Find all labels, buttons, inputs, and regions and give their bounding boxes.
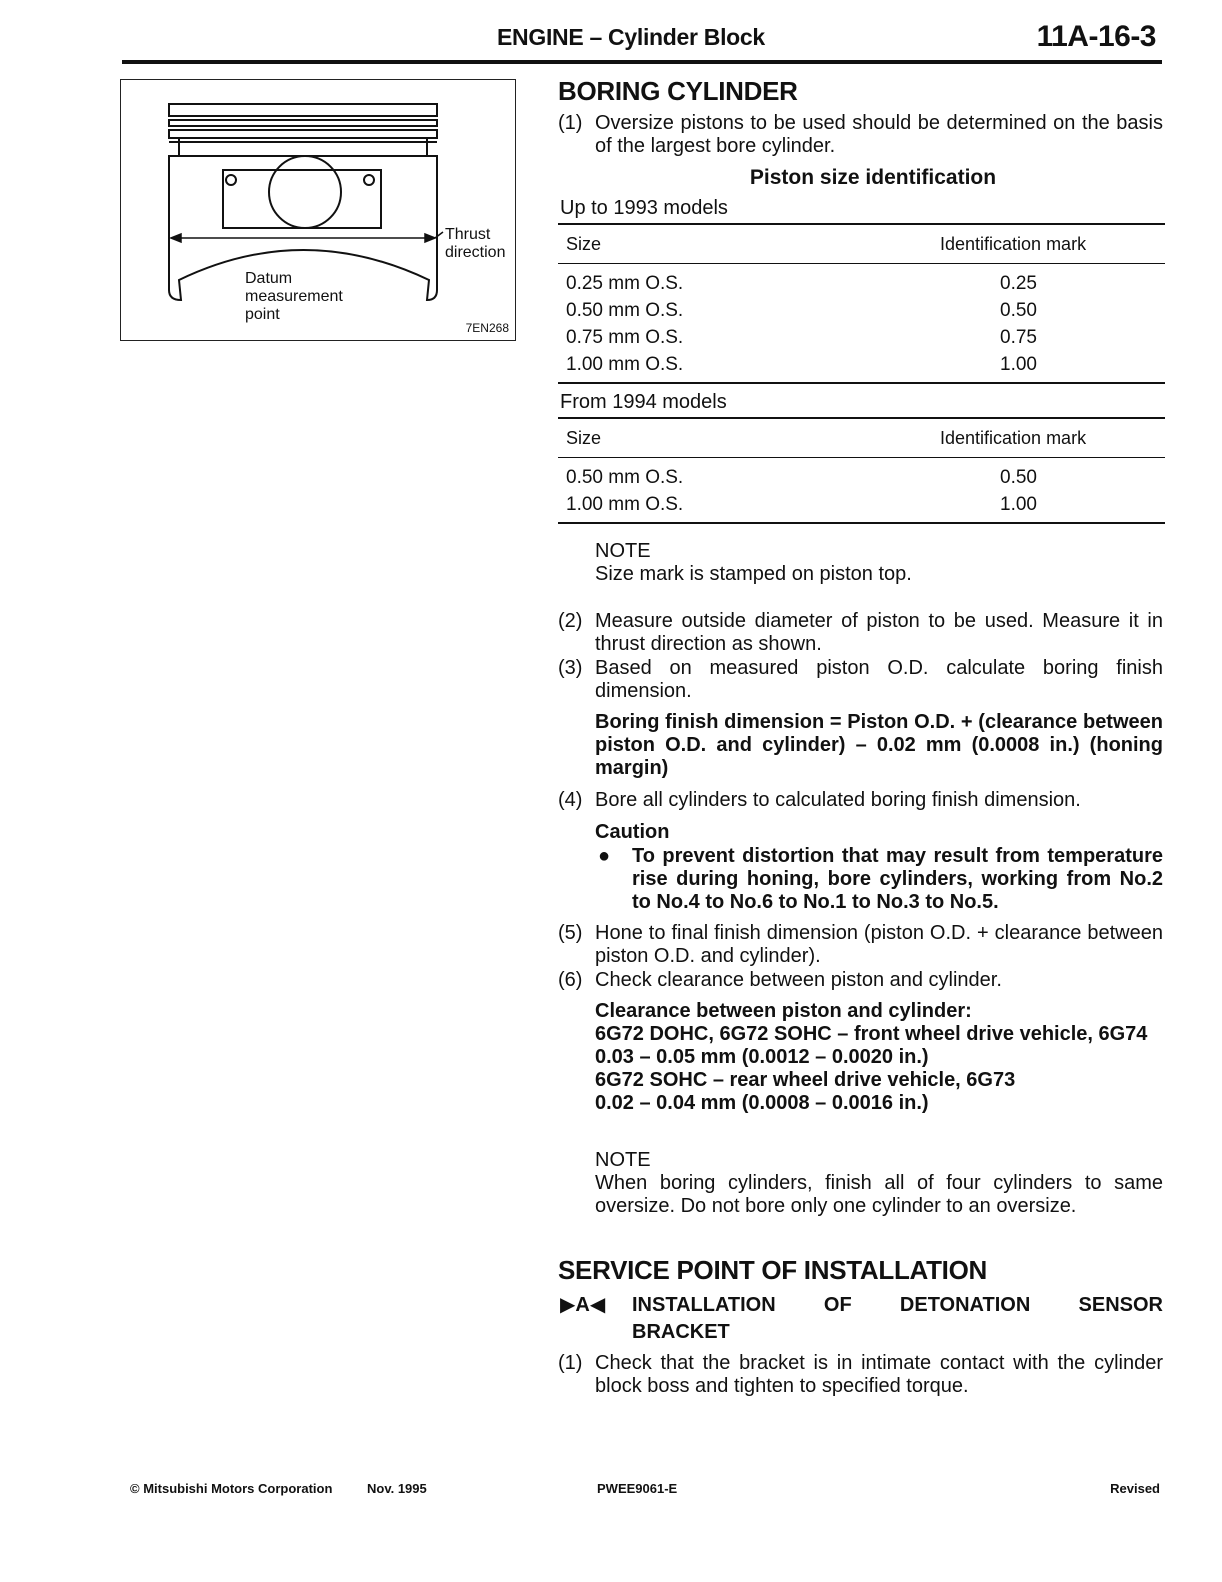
col-size: Size <box>566 233 602 254</box>
step-number: (3) <box>558 657 583 679</box>
table-header <box>558 419 1165 458</box>
step-text: Check clearance between piston and cylinder. <box>595 969 1002 991</box>
step-6 <box>558 969 1163 992</box>
step-text: Check that the bracket is in intimate contact with the cylinder block boss and tighten to specified torque. <box>595 1352 1163 1397</box>
step-4 <box>558 789 1163 812</box>
note-1 <box>595 540 1163 586</box>
header-title: ENGINE – Cylinder Block <box>497 24 765 50</box>
note-text: Size mark is stamped on piston top. <box>595 563 912 585</box>
step-text: Measure outside diameter of piston to be used. Measure it in thrust direction as shown. <box>595 610 1163 655</box>
footer-copyright: © Mitsubishi Motors Corporation <box>130 1481 333 1496</box>
step-number: (1) <box>558 112 583 134</box>
step-number: (5) <box>558 922 583 944</box>
cell-size: 0.50 mm O.S. <box>566 299 684 321</box>
caution-label: Caution <box>595 821 670 843</box>
installation-subtitle: INSTALLATION OF DETONATION SENSOR BRACKET <box>632 1294 1163 1343</box>
piston-table-1994 <box>558 417 1165 524</box>
table2-subtitle: From 1994 models <box>560 391 727 413</box>
cell-size: 0.75 mm O.S. <box>566 326 684 348</box>
col-mark: Identification mark <box>940 233 1087 254</box>
page-number: 11A-16-3 <box>1036 20 1156 53</box>
step-3 <box>558 657 1163 703</box>
spec-line: 6G72 SOHC – rear wheel drive vehicle, 6G73 <box>595 1069 1016 1091</box>
step-text: Oversize pistons to be used should be determined on the basis of the largest bore cylinder. <box>595 112 1163 157</box>
footer-status: Revised <box>1110 1481 1160 1496</box>
table-row <box>558 324 1165 351</box>
bullet-icon: ● <box>598 845 611 867</box>
step-1 <box>558 112 1163 158</box>
cell-size: 0.25 mm O.S. <box>566 272 684 294</box>
header-rule <box>122 60 1162 64</box>
table-row <box>558 297 1165 324</box>
step-2 <box>558 610 1163 656</box>
spec-line: 0.02 – 0.04 mm (0.0008 – 0.0016 in.) <box>595 1092 929 1114</box>
datum-point-label: Datum measurement point <box>245 270 343 323</box>
footer-date: Nov. 1995 <box>367 1481 427 1496</box>
step-text: Bore all cylinders to calculated boring finish dimension. <box>595 789 1081 811</box>
note-2 <box>595 1149 1163 1218</box>
piston-table-1993 <box>558 223 1165 384</box>
note-text: When boring cylinders, finish all of four cylinders to same oversize. Do not bore only one cylinder to an oversize. <box>595 1172 1163 1217</box>
clearance-spec <box>595 1000 1163 1115</box>
table-row <box>558 464 1165 491</box>
spec-line: 6G72 DOHC, 6G72 SOHC – front wheel drive vehicle, 6G74 <box>595 1023 1148 1045</box>
cell-size: 1.00 mm O.S. <box>566 353 684 375</box>
spec-line: 0.03 – 0.05 mm (0.0012 – 0.0020 in.) <box>595 1046 929 1068</box>
step-number: (6) <box>558 969 583 991</box>
cell-mark: 1.00 <box>1000 353 1037 375</box>
note-label: NOTE <box>595 1149 651 1171</box>
col-size: Size <box>566 427 602 448</box>
cell-mark: 0.75 <box>1000 326 1037 348</box>
thrust-direction-label: Thrust direction <box>445 226 506 261</box>
table-row <box>558 351 1165 378</box>
cell-size: 0.50 mm O.S. <box>566 466 684 488</box>
section-title-boring: BORING CYLINDER <box>558 76 798 106</box>
install-step-1 <box>558 1352 1163 1398</box>
table-row <box>558 270 1165 297</box>
step-text: Based on measured piston O.D. calculate boring finish dimension. <box>595 657 1163 702</box>
step-text: Hone to final finish dimension (piston O.D. + clearance between piston O.D. and cylinder). <box>595 922 1163 967</box>
spec-title: Clearance between piston and cylinder: <box>595 1000 972 1022</box>
table-caption: Piston size identification <box>749 166 997 189</box>
step-number: (2) <box>558 610 583 632</box>
step-5 <box>558 922 1163 968</box>
cell-mark: 0.50 <box>1000 299 1037 321</box>
footer-doc-code: PWEE9061-E <box>597 1481 678 1496</box>
table-header <box>558 225 1165 264</box>
cell-mark: 1.00 <box>1000 493 1037 515</box>
col-mark: Identification mark <box>940 427 1087 448</box>
note-label: NOTE <box>595 540 651 562</box>
step-number: (1) <box>558 1352 583 1374</box>
section-title-installation: SERVICE POINT OF INSTALLATION <box>558 1255 987 1285</box>
cell-mark: 0.25 <box>1000 272 1037 294</box>
figure-code: 7EN268 <box>465 321 509 335</box>
table-row <box>558 491 1165 518</box>
service-point-marker-icon: ▶A◀ <box>560 1294 606 1316</box>
table1-subtitle: Up to 1993 models <box>560 197 728 219</box>
caution-text: To prevent distortion that may result from temperature rise during honing, bore cylinders, working from No.2 to No.4 to No.6 to No.1 to No.3 to No.5. <box>632 845 1163 913</box>
cell-size: 1.00 mm O.S. <box>566 493 684 515</box>
step-number: (4) <box>558 789 583 811</box>
boring-formula: Boring finish dimension = Piston O.D. + (clearance between piston O.D. and cylinder) – 0.02 mm (0.0008 in.) (honing margin) <box>595 711 1163 779</box>
piston-figure <box>120 79 516 341</box>
cell-mark: 0.50 <box>1000 466 1037 488</box>
